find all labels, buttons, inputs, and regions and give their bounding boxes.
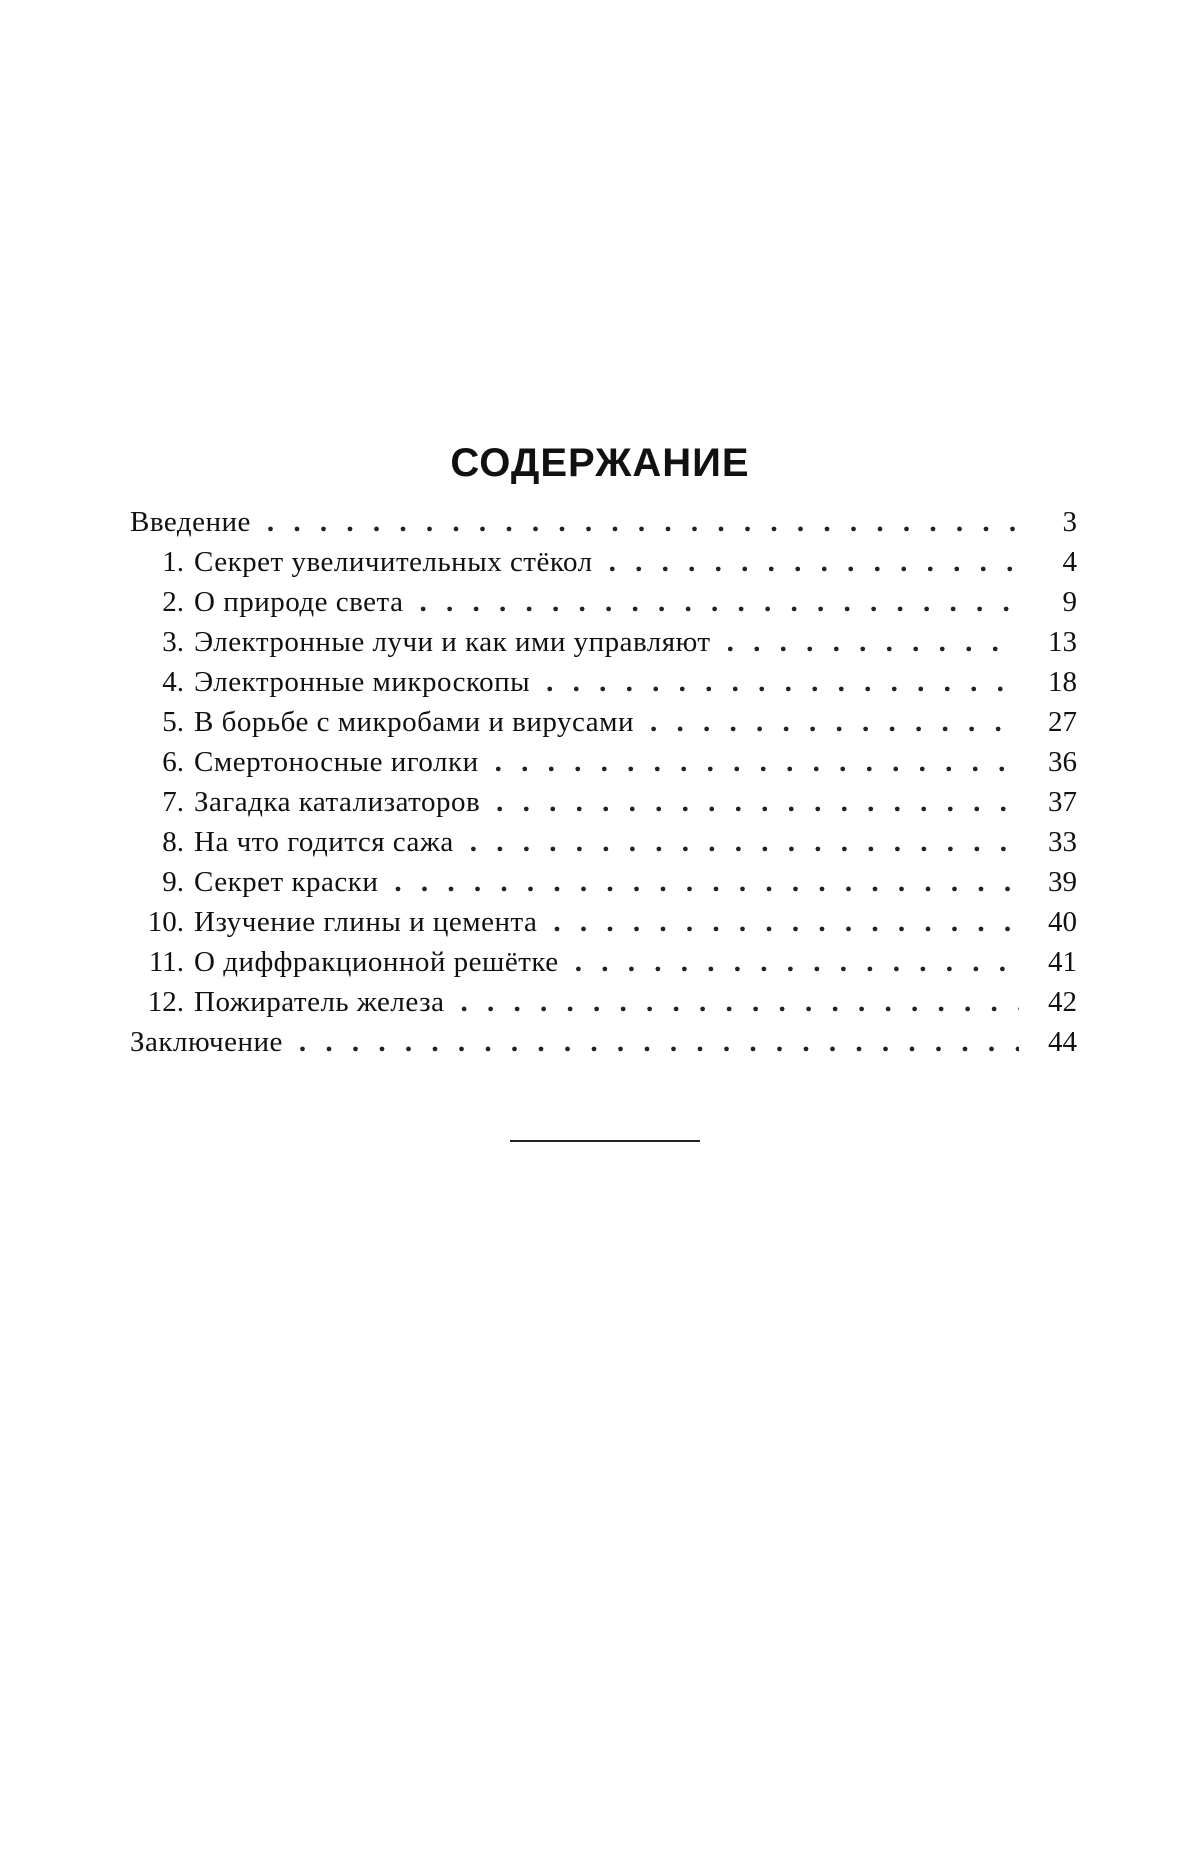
dot-leader [553,902,1019,942]
toc-entry-page: 36 [1048,746,1077,778]
toc-entry-number: 1. [162,546,184,578]
toc-entry-chapter-7 [130,782,1077,822]
dot-leader [267,502,1019,542]
toc-entry-number: 6. [162,746,184,778]
toc-entry-number: 3. [162,626,184,658]
toc-entry-label: На что годится сажа [194,826,454,858]
toc-entry-number: 2. [162,586,184,618]
toc-entry-page: 9 [1062,586,1077,618]
toc-entry-number: 12. [147,986,184,1018]
toc-entry-label: Электронные лучи и как ими управляют [194,626,711,658]
dot-leader [299,1022,1019,1062]
toc-entry-label: Заключение [130,1026,283,1058]
toc-entry-label: Смертоносные иголки [194,746,479,778]
toc-entry-page: 37 [1048,786,1077,818]
toc-entry-chapter-2 [130,582,1077,622]
toc-entry-chapter-8 [130,822,1077,862]
end-divider-rule [510,1140,700,1142]
toc-entry-chapter-1 [130,542,1077,582]
toc-entry-number: 8. [162,826,184,858]
dot-leader [460,982,1019,1022]
toc-entry-number: 11. [148,946,184,978]
toc-entry-number: 7. [162,786,184,818]
dot-leader [546,662,1019,702]
toc-entry-page: 4 [1062,546,1077,578]
toc-entry-label: Изучение глины и цемента [194,906,538,938]
toc-entry-chapter-6 [130,742,1077,782]
toc-entry-number: 5. [162,706,184,738]
dot-leader [650,702,1019,742]
dot-leader [575,942,1019,982]
toc-entry-label: О диффракционной решётке [194,946,559,978]
dot-leader [394,862,1019,902]
toc-entry-page: 13 [1048,626,1077,658]
toc-entry-label: Секрет увеличительных стёкол [194,546,593,578]
toc-entry-introduction [130,502,1077,542]
dot-leader [496,782,1019,822]
toc-entry-page: 44 [1048,1026,1077,1058]
toc-entry-chapter-3 [130,622,1077,662]
toc-entry-page: 39 [1048,866,1077,898]
toc-entry-label: О природе света [194,586,404,618]
toc-entry-label: Введение [130,506,251,538]
toc-entry-label: Загадка катализаторов [194,786,481,818]
toc-entry-chapter-4 [130,662,1077,702]
toc-entry-chapter-10 [130,902,1077,942]
toc-entry-chapter-5 [130,702,1077,742]
table-of-contents [130,502,1077,1062]
toc-entry-number: 9. [162,866,184,898]
toc-entry-label: Секрет краски [194,866,379,898]
toc-entry-page: 3 [1062,506,1077,538]
dot-leader [609,542,1019,582]
toc-entry-page: 42 [1048,986,1077,1018]
toc-entry-page: 27 [1048,706,1077,738]
toc-entry-page: 41 [1048,946,1077,978]
toc-entry-page: 18 [1048,666,1077,698]
dot-leader [727,622,1019,662]
dot-leader [470,822,1019,862]
dot-leader [419,582,1019,622]
toc-entry-chapter-9 [130,862,1077,902]
toc-entry-label: Пожиратель железа [194,986,445,1018]
toc-entry-page: 40 [1048,906,1077,938]
toc-entry-chapter-12 [130,982,1077,1022]
dot-leader [495,742,1019,782]
toc-entry-number: 4. [162,666,184,698]
toc-entry-conclusion [130,1022,1077,1062]
toc-entry-label: Электронные микроскопы [194,666,531,698]
toc-entry-number: 10. [147,906,184,938]
page-title: СОДЕРЖАНИЕ [450,441,750,485]
toc-entry-chapter-11 [130,942,1077,982]
toc-entry-label: В борьбе с микробами и вирусами [194,706,634,738]
toc-entry-page: 33 [1048,826,1077,858]
